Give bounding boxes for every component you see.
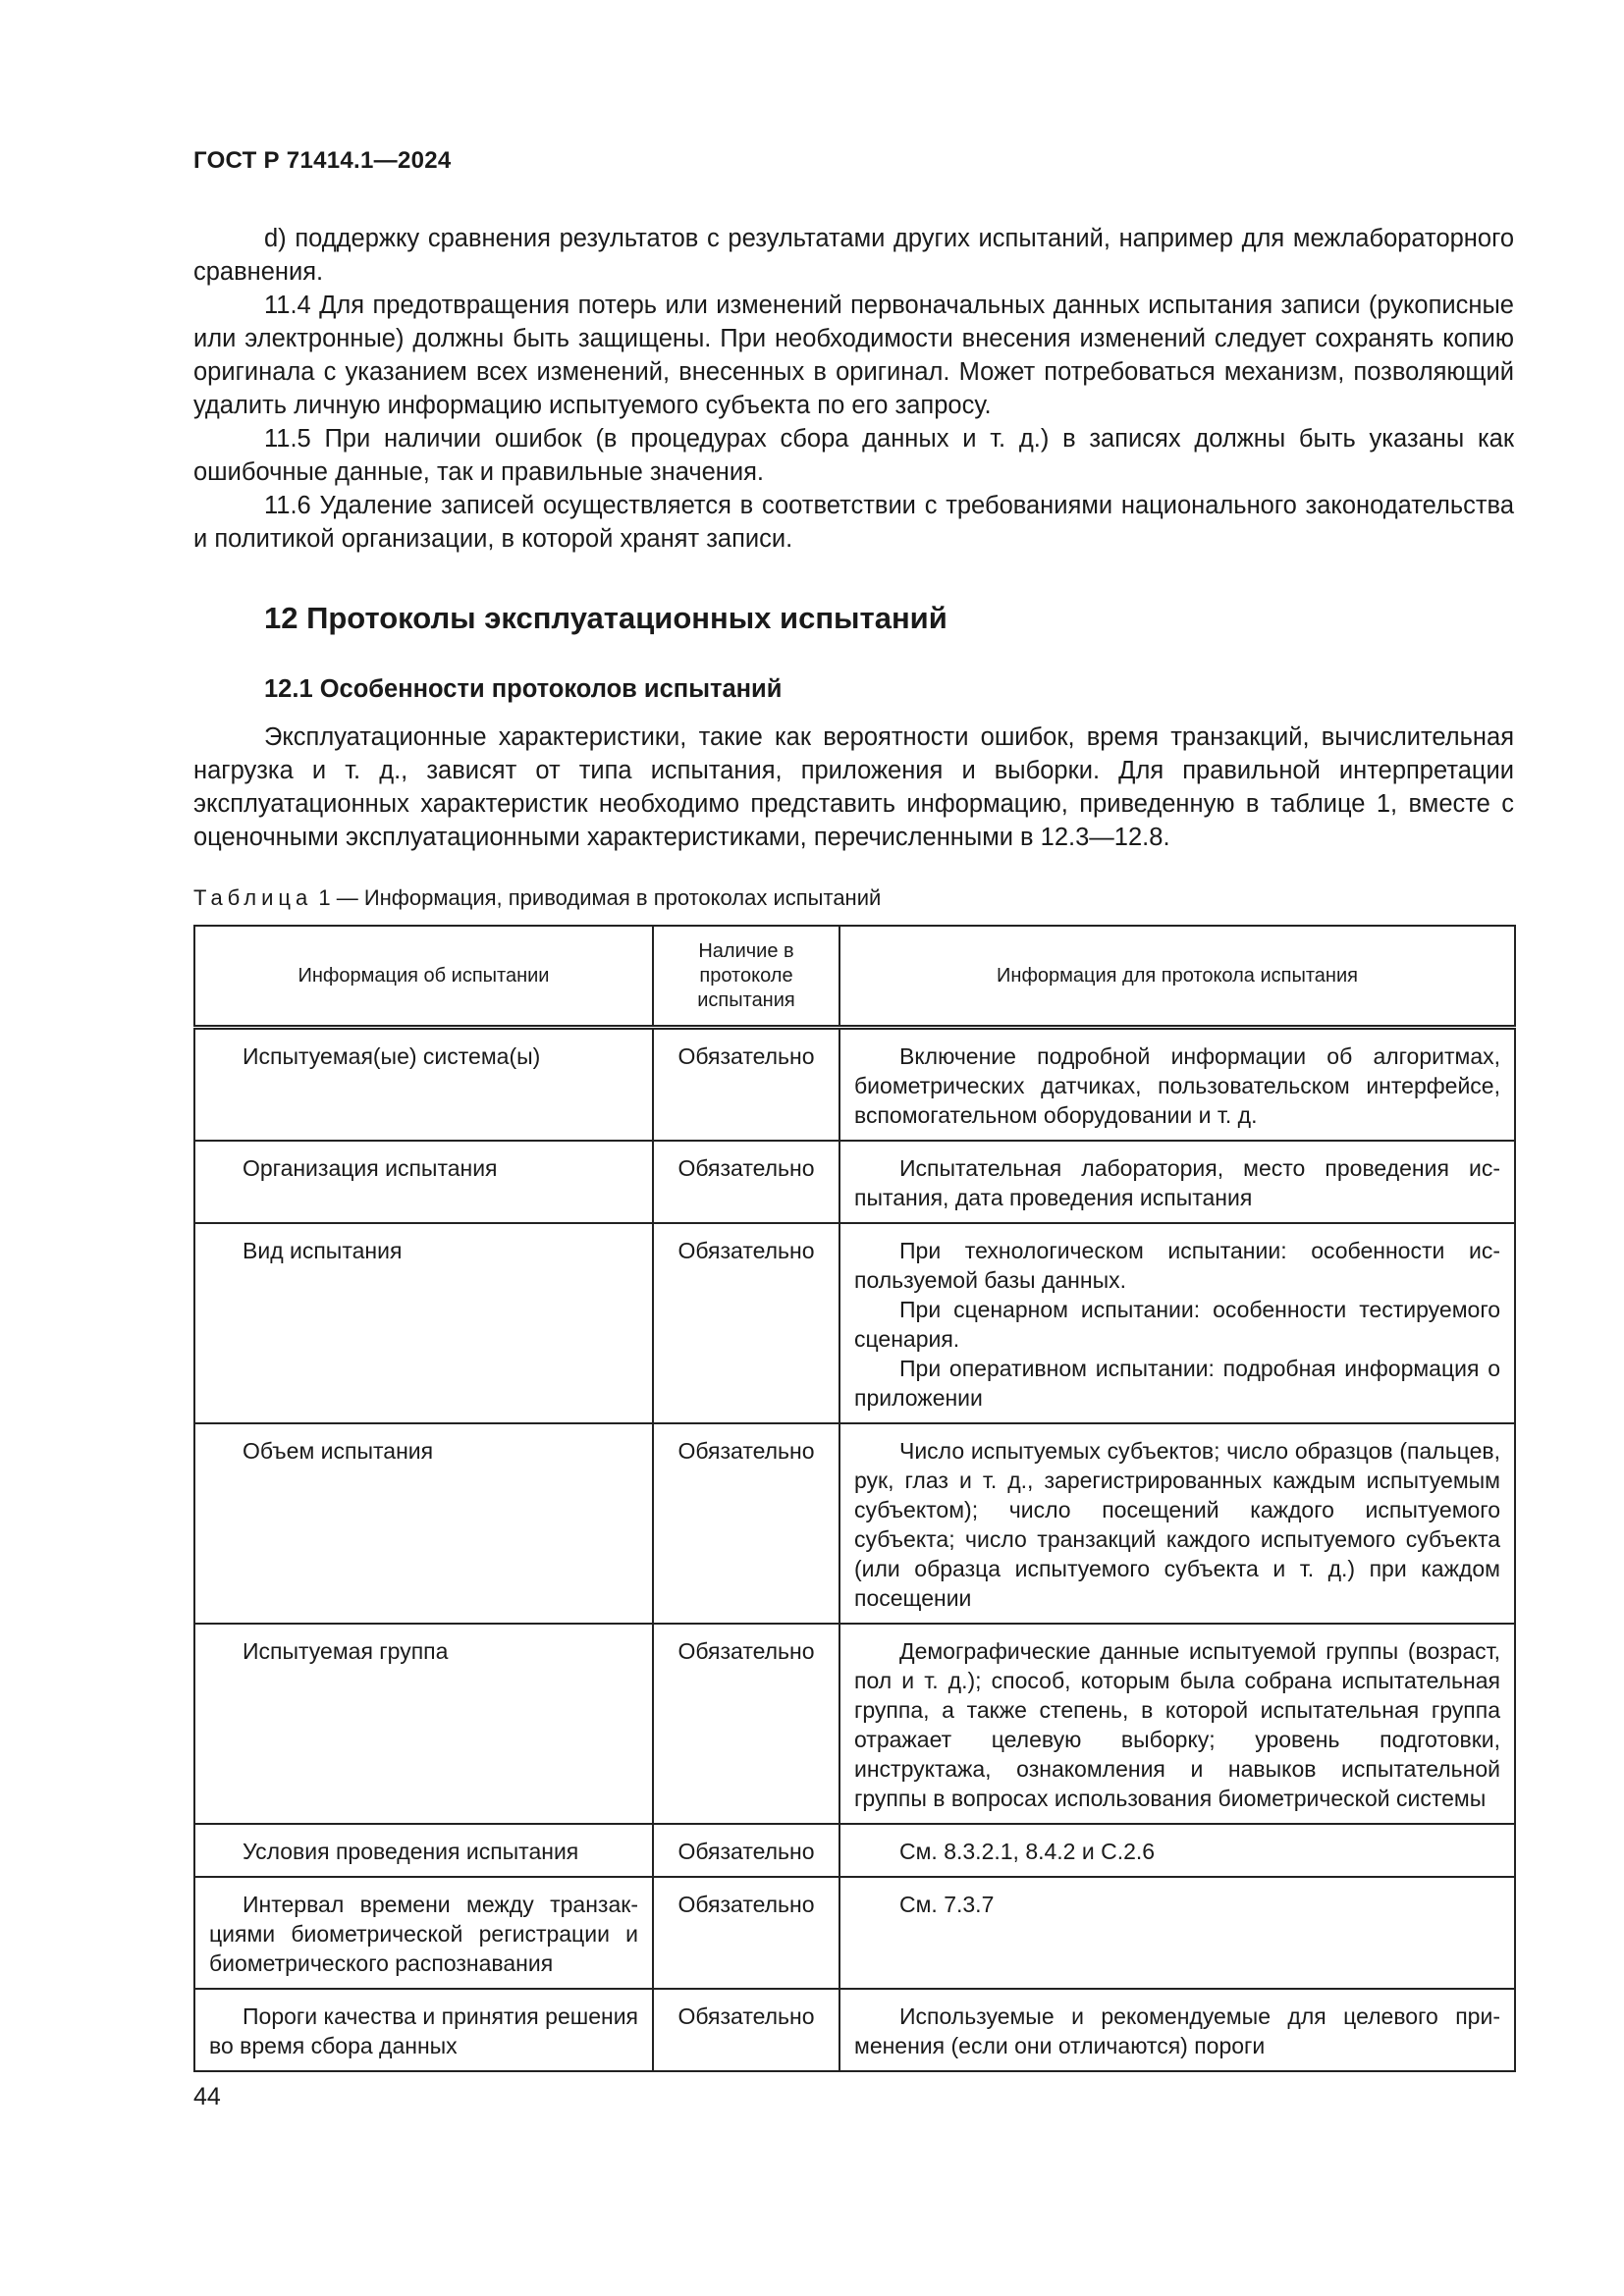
subsection-title: 12.1 Особенности протоколов испытаний — [264, 675, 783, 703]
paragraph-11-6: 11.6 Удаление записей осуществляется в соответствии с требованиями национального законодательства и политикой организации, в которой хранят записи. — [193, 492, 1514, 553]
cell-presence: Обязательно — [653, 1423, 839, 1624]
cell-details — [839, 1824, 1515, 1877]
cell-details — [839, 1624, 1515, 1824]
cell-info: Испытуемая группа — [194, 1624, 653, 1824]
table-row — [194, 1989, 1515, 2071]
details-line: См. 8.3.2.1, 8.4.2 и С.2.6 — [899, 1839, 1156, 1864]
cell-presence: Обязательно — [653, 1877, 839, 1989]
details-line: См. 7.3.7 — [899, 1892, 995, 1917]
document-header: ГОСТ Р 71414.1—2024 — [193, 147, 452, 174]
header-report-info: Информация для протокола испытания — [839, 926, 1515, 1028]
cell-presence: Обязательно — [653, 1824, 839, 1877]
cell-info: Вид испытания — [194, 1223, 653, 1423]
section-paragraph: Эксплуатационные характеристики, такие как вероятности ошибок, время транзакций, вычислительная нагрузка и т. д., зависят от типа испытания, приложения и выборки. Для правильной интерпретации эксплуатационных характеристик необходимо представить информацию, приведенную в таблице 1, вместе с оценочными эксплуатационными характеристиками, перечисленными в 12.3—12.8. — [193, 723, 1514, 851]
cell-details — [839, 1877, 1515, 1989]
table-row — [194, 1824, 1515, 1877]
details-line: Демографические данные испытуемой группы (возраст, пол и т. д.); способ, которым была собрана испытательная группа, а также степень, в которой испытательная группа отражает целевую выборку; уровень подготовки, инструктажа, ознакомления и навыков испытательной группы в вопросах использования биометрической системы — [854, 1638, 1500, 1811]
page-number: 44 — [193, 2083, 221, 2110]
paragraph-11-5: 11.5 При наличии ошибок (в процедурах сбора данных и т. д.) в записях должны быть указаны как ошибочные данные, так и правильные значения. — [193, 425, 1514, 486]
cell-details — [839, 1223, 1515, 1423]
details-line: При технологическом испытании: особенности используемой базы данных. — [854, 1238, 1500, 1293]
details-line: Число испытуемых субъектов; число образцов (пальцев, рук, глаз и т. д., зарегистрированных каждым испытуемым субъектом); число посещений каждого испытуемого субъекта; число транзакций каждого испытуемого субъекта (или образца испытуемого субъекта и т. д.) при каждом посещении — [854, 1438, 1500, 1611]
cell-details — [839, 1989, 1515, 2071]
cell-details — [839, 1028, 1515, 1142]
details-line: Включение подробной информации об алгоритмах, биометрических датчиках, пользовательском интерфейсе, вспомогательном оборудовании и т. д. — [854, 1043, 1500, 1128]
details-line: Испытательная лаборатория, место проведения испытания, дата проведения испытания — [854, 1155, 1500, 1210]
cell-presence: Обязательно — [653, 1141, 839, 1223]
details-line: При сценарном испытании: особенности тестируемого сценария. — [854, 1297, 1500, 1352]
table-row — [194, 1223, 1515, 1423]
table-row — [194, 1423, 1515, 1624]
cell-info: Объем испытания — [194, 1423, 653, 1624]
table-caption-label: Таблица — [193, 885, 313, 910]
cell-info: Испытуемая(ые) система(ы) — [194, 1028, 653, 1142]
header-presence: Наличие в протоколе испытания — [653, 926, 839, 1028]
table-caption — [193, 885, 881, 911]
cell-details — [839, 1141, 1515, 1223]
test-report-info-table — [193, 925, 1516, 2072]
cell-presence: Обязательно — [653, 1624, 839, 1824]
table-row — [194, 1877, 1515, 1989]
section-title: 12 Протоколы эксплуатационных испытаний — [264, 601, 947, 635]
table-row — [194, 1141, 1515, 1223]
table-caption-text: 1 — Информация, приводимая в протоколах испытаний — [312, 885, 882, 910]
paragraph-d: d) поддержку сравнения результатов с результатами других испытаний, например для межлабораторного сравнения. — [193, 225, 1514, 286]
paragraph-11-4: 11.4 Для предотвращения потерь или изменений первоначальных данных испытания записи (рукописные или электронные) должны быть защищены. При необходимости внесения изменений следует сохранять копию оригинала с указанием всех изменений, внесенных в оригинал. Может потребоваться механизм, позволяющий удалить личную информацию испытуемого субъекта по его запросу. — [193, 292, 1514, 419]
cell-info: Условия проведения испытания — [194, 1824, 653, 1877]
cell-details — [839, 1423, 1515, 1624]
cell-presence: Обязательно — [653, 1223, 839, 1423]
table-row — [194, 1028, 1515, 1142]
intro-text — [193, 222, 1514, 556]
details-line: При оперативном испытании: подробная информация о приложении — [854, 1356, 1500, 1411]
cell-presence: Обязательно — [653, 1989, 839, 2071]
table-row — [194, 1624, 1515, 1824]
details-line: Используемые и рекомендуемые для целевого применения (если они отличаются) пороги — [854, 2003, 1500, 2058]
cell-presence: Обязательно — [653, 1028, 839, 1142]
cell-info: Пороги качества и принятия решения во время сбора данных — [194, 1989, 653, 2071]
cell-info: Организация испытания — [194, 1141, 653, 1223]
cell-info: Интервал времени между транзакциями биометрической регистрации и биометрического распознавания — [194, 1877, 653, 1989]
header-test-info: Информация об испытании — [194, 926, 653, 1028]
table-header-row — [194, 926, 1515, 1028]
